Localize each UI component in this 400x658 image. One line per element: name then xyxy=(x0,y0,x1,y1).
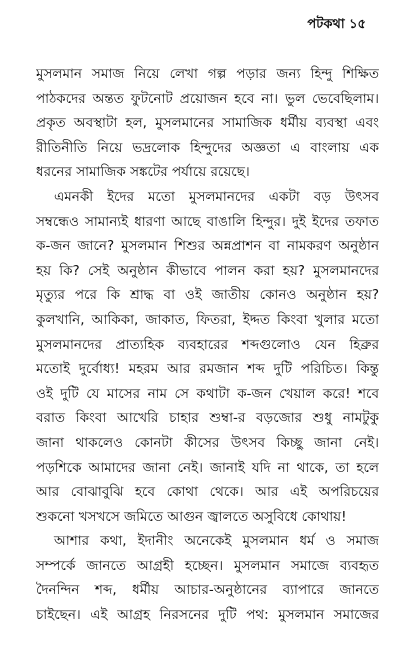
text-line: ক-জন জানে? মুসলমান শিশুর অন্নপ্রাশন বা নামকরণ অনুষ্ঠান xyxy=(36,238,379,255)
text-line: মতোই দুর্বোধ্য! মহরম আর রমজান শব্দ দুটি পরিচিত। কিন্তু xyxy=(36,361,379,378)
text-line: ধরনের সামাজিক সঙ্কটের পর্যায়ে রয়েছে। xyxy=(36,164,250,181)
running-head: পটকথা ১৫ xyxy=(307,17,366,32)
text-line: পড়শিকে আমাদের জানা নেই। জানাই যদি না থাকে, তা হলে xyxy=(36,459,379,476)
text-line: পাঠকদের অন্তত ফুটনোট প্রয়োজন হবে না। ভুল ভেবেছিলাম। xyxy=(36,90,379,107)
text-line: হয় কি? সেই অনুষ্ঠান কীভাবে পালন করা হয়? মুসলমানদের xyxy=(36,262,379,279)
text-line: আর বোঝাবুঝি হবে কোথা থেকে। আর এই অপরিচয়ের xyxy=(36,484,379,501)
text-line: কুলখানি, আকিকা, জাকাত, ফিতরা, ইদ্দত কিংবা খুলার মতো xyxy=(36,311,379,328)
paragraph-2 xyxy=(36,185,379,529)
text-line: বরাত কিংবা আখেরি চাহার শুম্বা-র বড়জোর শুধু নামটুকু xyxy=(36,410,379,427)
text-line: ওই দুটি যে মাসের নাম সে কথাটা ক-জন খেয়াল করে! শবে xyxy=(36,385,379,402)
paragraph-1 xyxy=(36,62,379,185)
text-line: এমনকী ইদের মতো মুসলমানদের একটা বড় উৎসব xyxy=(54,188,379,205)
text-line: সম্বন্ধেও সামান্যই ধারণা আছে বাঙালি হিন্দুর। দুই ইদের তফাত xyxy=(36,213,379,230)
paragraph-3 xyxy=(36,529,379,627)
text-line: রীতিনীতি নিয়ে ভদ্রলোক হিন্দুদের অজ্ঞতা এ বাংলায় এক xyxy=(36,139,379,156)
text-line: মুসলমানদের প্রাত্যহিক ব্যবহারের শব্দগুলোও যেন হিব্রুর xyxy=(36,336,379,353)
text-line: মুসলমান সমাজ নিয়ে লেখা গল্প পড়ার জন্য হিন্দু শিক্ষিত xyxy=(36,66,379,82)
text-line: সম্পর্কে জানতে আগ্রহী হচ্ছেন। মুসলমান সমাজে ব্যবহৃত xyxy=(36,557,379,574)
text-line: দৈনন্দিন শব্দ, ধর্মীয় আচার-অনুষ্ঠানের ব্যাপারে জানতে xyxy=(36,582,379,599)
text-line: মৃত্যুর পরে কি শ্রাদ্ধ বা ওই জাতীয় কোনও অনুষ্ঠান হয়? xyxy=(36,287,379,304)
text-line: চাইছেন। এই আগ্রহ নিরসনের দুটি পথ: মুসলমান সমাজের xyxy=(36,607,379,624)
text-line: আশার কথা, ইদানীং অনেকেই মুসলমান ধর্ম ও সমাজ xyxy=(54,533,379,550)
body-text xyxy=(36,62,379,628)
text-line: জানা থাকলেও কোনটা কীসের উৎসব কিচ্ছু জানা নেই। xyxy=(36,434,379,451)
text-line: প্রকৃত অবস্থাটা হল, মুসলমানের সামাজিক ধর্মীয় ব্যবস্থা এবং xyxy=(36,115,379,132)
text-line: শুকনো খসখসে জমিতে আগুন জ্বালতে অসুবিধে কোথায়! xyxy=(36,508,347,525)
